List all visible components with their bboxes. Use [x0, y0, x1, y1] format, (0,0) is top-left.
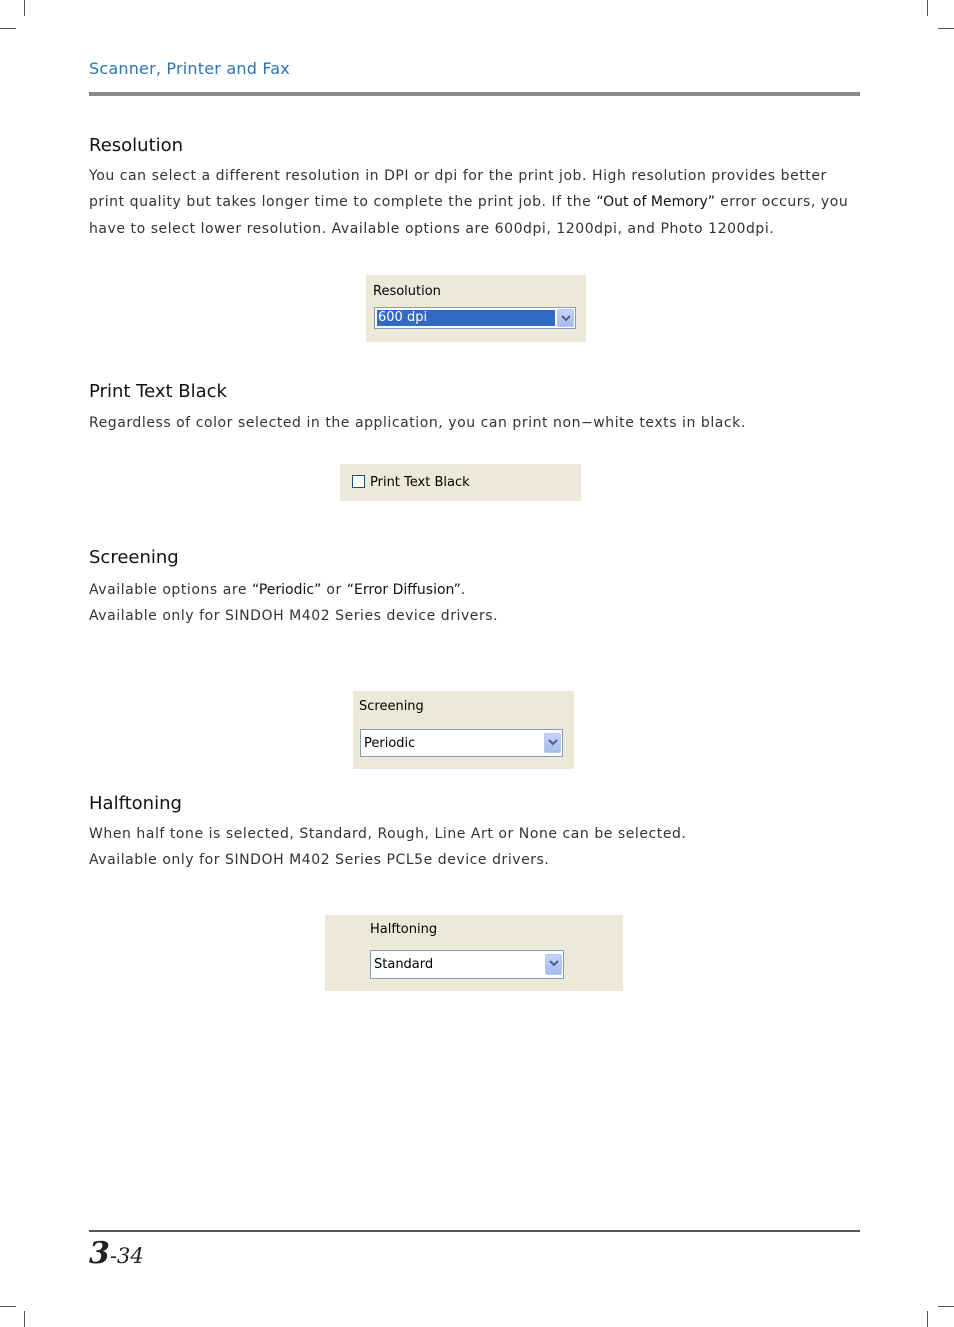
- screening-dropdown[interactable]: [360, 729, 563, 757]
- halftoning-dropdown[interactable]: [370, 950, 564, 979]
- crop-mark: [938, 28, 954, 29]
- crop-mark: [938, 1306, 954, 1307]
- page-index: -34: [109, 1244, 144, 1268]
- resolution-heading: Resolution: [89, 135, 184, 156]
- header-title: Scanner, Printer and Fax: [89, 59, 290, 78]
- halftoning-value: Standard: [374, 957, 434, 972]
- footer-divider: [89, 1230, 860, 1232]
- halftoning-description: When half tone is selected, Standard, Rough, Line Art or None can be selected. Available only for SINDOH M402 Series PCL5e device drivers.: [89, 826, 687, 869]
- resolution-widget: [366, 275, 586, 342]
- resolution-description: You can select a different resolution in DPI or dpi for the print job. High resolution provides better print quality but takes longer time to complete the print job. If the “Out of Memory” error occurs, you have to select lower resolution. Available options are 600dpi, 1200dpi, and Photo 1200dpi.: [89, 168, 849, 237]
- halftoning-widget: [325, 915, 623, 991]
- chevron-down-icon[interactable]: [544, 733, 561, 753]
- checkbox-icon[interactable]: [352, 475, 365, 488]
- resolution-dropdown[interactable]: [374, 307, 576, 329]
- halftoning-heading: Halftoning: [89, 793, 182, 814]
- crop-mark: [24, 1311, 25, 1327]
- crop-mark: [0, 1306, 16, 1307]
- print-text-black-label: Print Text Black: [370, 475, 470, 490]
- screening-widget: [353, 691, 574, 769]
- chevron-down-icon[interactable]: [557, 309, 574, 327]
- chapter-number: 3: [89, 1236, 110, 1271]
- resolution-label: Resolution: [373, 284, 441, 299]
- crop-mark: [927, 0, 928, 16]
- page-number: [89, 1236, 144, 1271]
- print-text-black-widget: [340, 464, 581, 501]
- print-text-black-description: Regardless of color selected in the application, you can print non−white texts in black.: [89, 415, 746, 431]
- crop-mark: [927, 1311, 928, 1327]
- crop-mark: [0, 28, 16, 29]
- halftoning-label: Halftoning: [370, 922, 438, 937]
- print-text-black-heading: Print Text Black: [89, 381, 227, 402]
- screening-description: Available options are “Periodic” or “Error Diffusion”. Available only for SINDOH M402 Series device drivers.: [89, 582, 499, 625]
- screening-label: Screening: [359, 699, 424, 714]
- screening-value: Periodic: [364, 736, 416, 751]
- chevron-down-icon[interactable]: [545, 954, 562, 975]
- crop-mark: [24, 0, 25, 16]
- resolution-value: 600 dpi: [378, 310, 428, 325]
- header-divider: [89, 92, 860, 96]
- screening-heading: Screening: [89, 547, 179, 568]
